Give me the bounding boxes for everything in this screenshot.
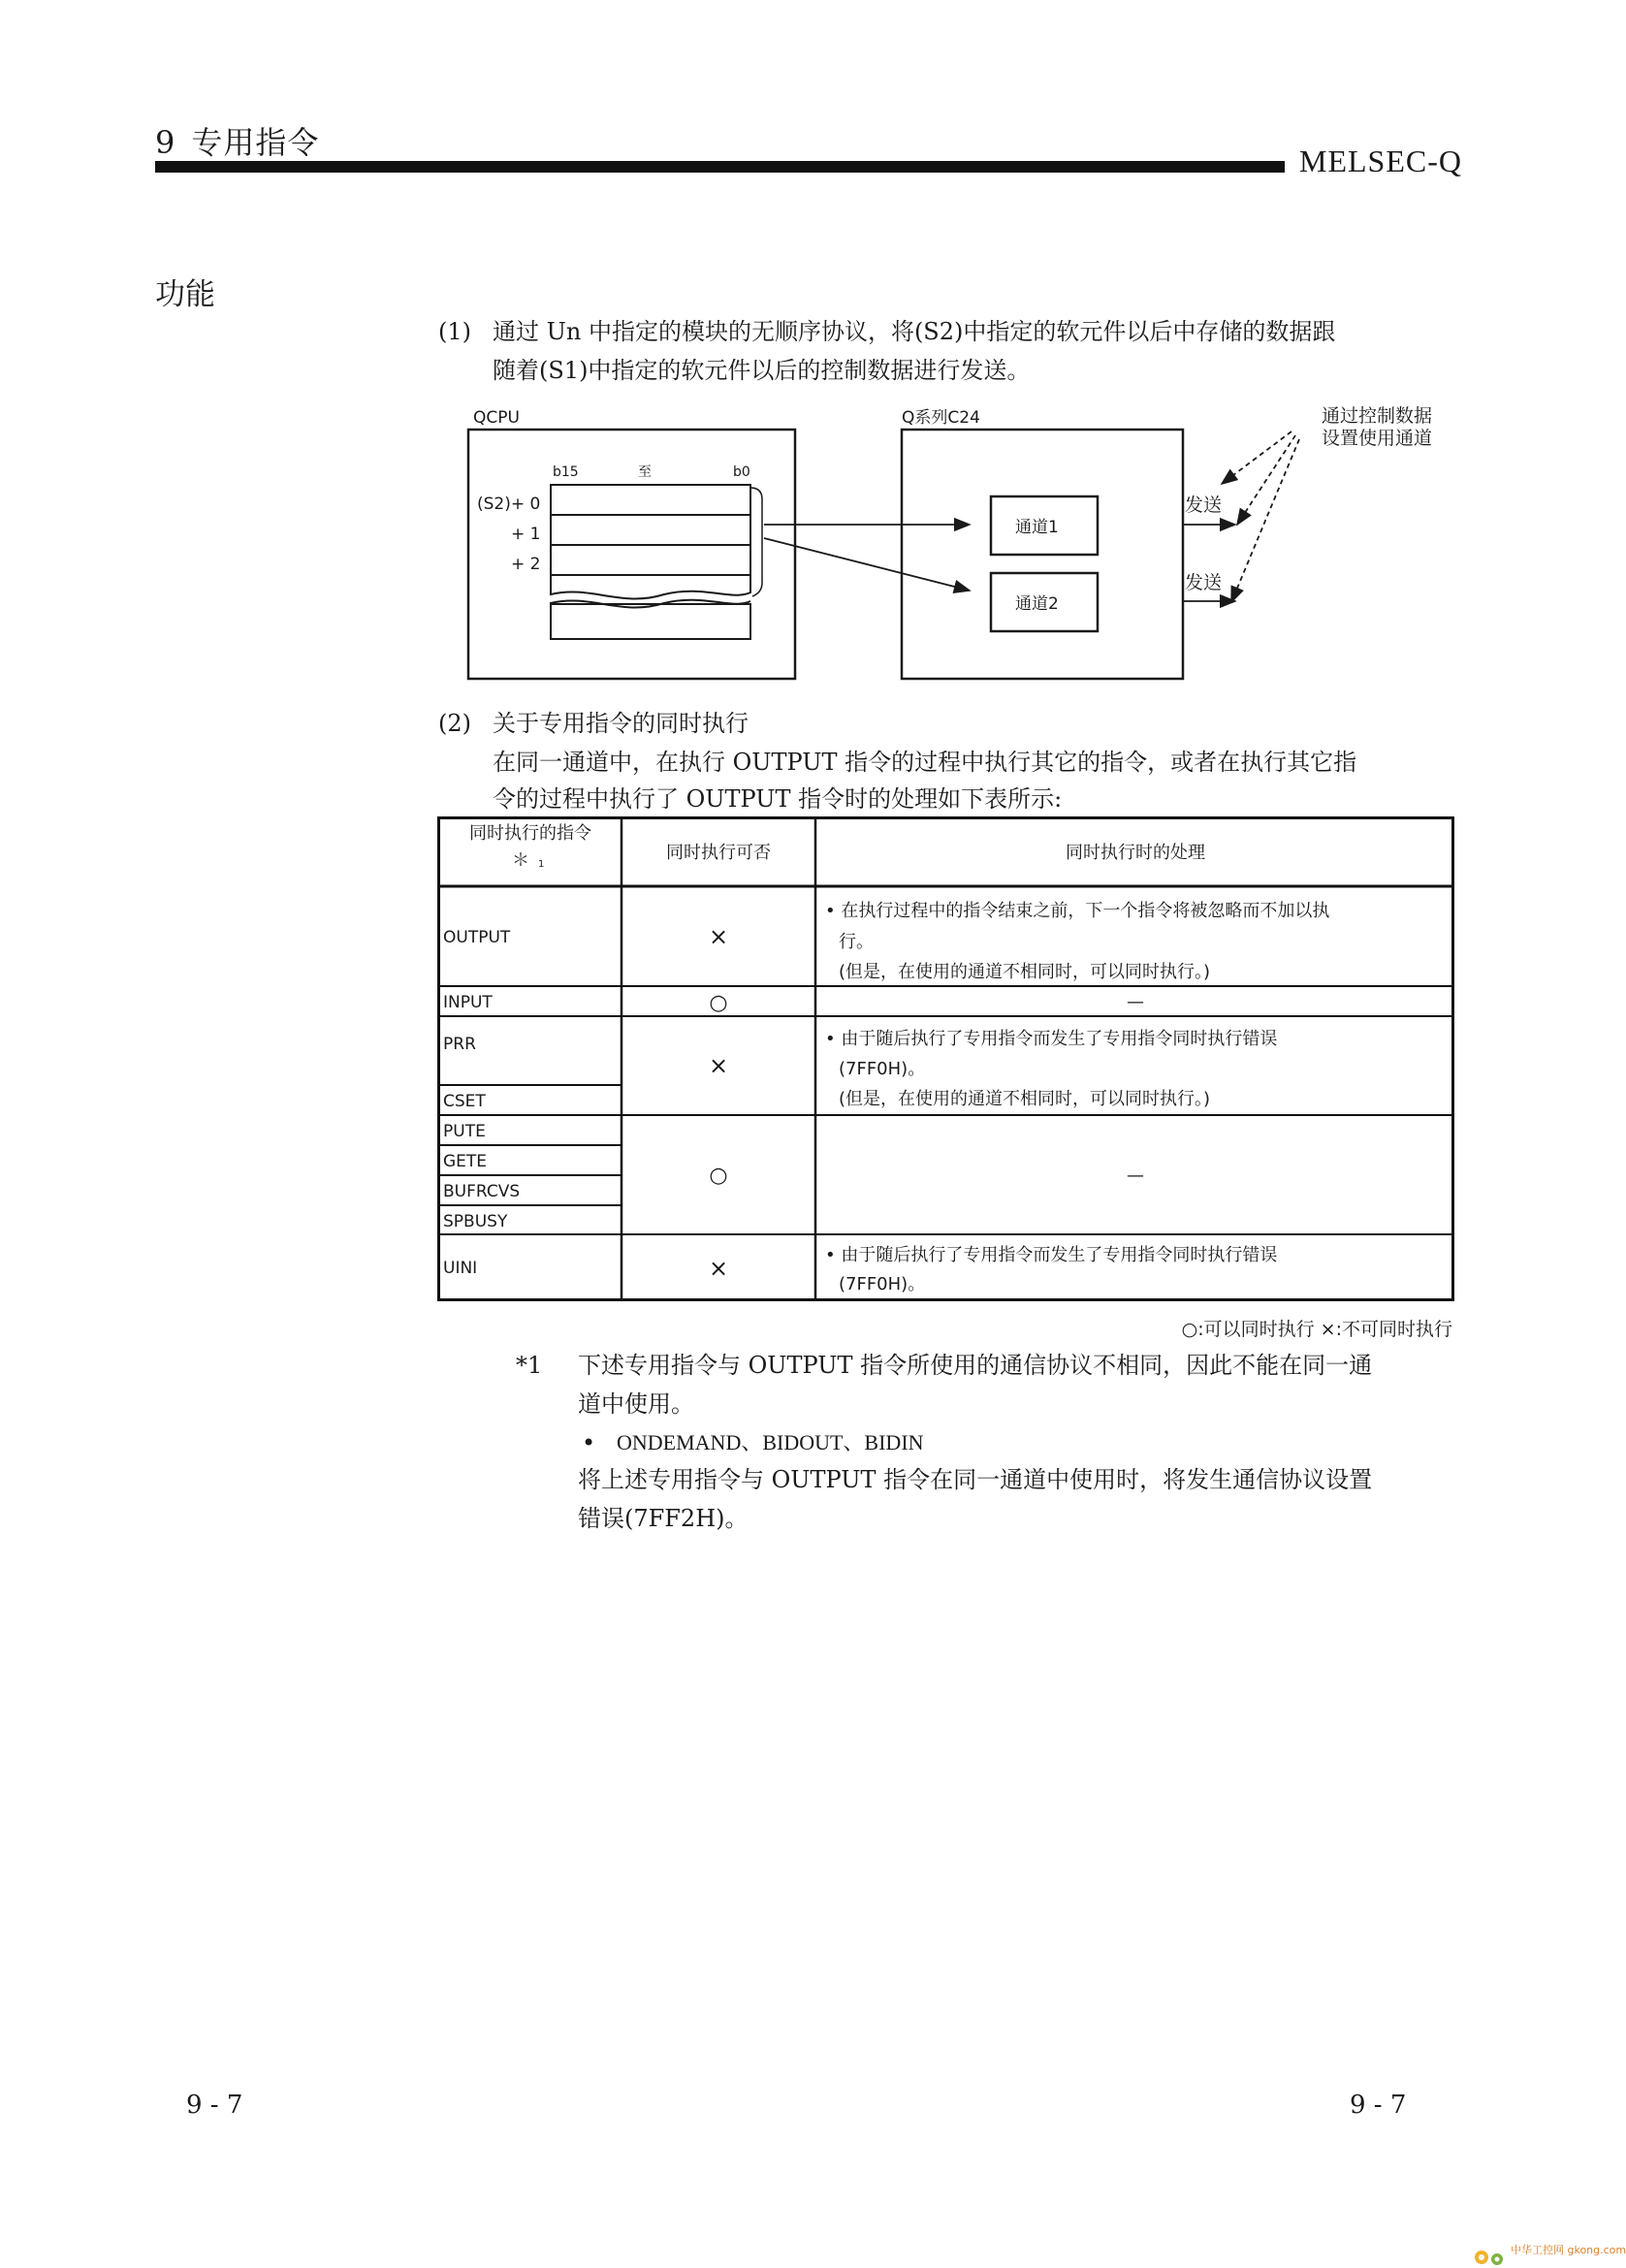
instr-gete: GETE xyxy=(443,1152,488,1171)
break-wave-top xyxy=(551,575,750,599)
channel1-label: 通道1 xyxy=(1015,518,1059,537)
header-processing: 同时执行时的处理 xyxy=(1066,843,1205,863)
paragraph2-line3: 令的过程中执行了 OUTPUT 指令时的处理如下表所示: xyxy=(493,785,1063,813)
chapter-number: 9 xyxy=(155,124,176,161)
bit-b0: b0 xyxy=(733,464,750,480)
bit-b15: b15 xyxy=(553,464,579,480)
bit-to: 至 xyxy=(638,464,652,480)
proc-group: — xyxy=(1127,1166,1144,1186)
c24-label: Q系列C24 xyxy=(902,408,980,428)
paragraph2-line2: 在同一通道中，在执行 OUTPUT 指令的过程中执行其它的指令，或者在执行其它指 xyxy=(493,749,1357,776)
proc-output-1: • 在执行过程中的指令结束之前，下一个指令将被忽略而不加以执 xyxy=(825,901,1330,921)
page-number-right: 9 - 7 xyxy=(1350,2091,1407,2120)
paragraph2-number: (2) xyxy=(438,710,471,737)
mark-output: × xyxy=(708,923,729,950)
proc-input: — xyxy=(1127,992,1144,1012)
paragraph1-line1: 通过 Un 中指定的模块的无顺序协议，将(S2)中指定的软元件以后中存储的数据跟 xyxy=(493,318,1336,345)
footnote-line1: 下述专用指令与 OUTPUT 指令所使用的通信协议不相同，因此不能在同一通 xyxy=(578,1352,1373,1379)
proc-prr-2: (7FF0H)。 xyxy=(839,1059,926,1079)
footnote-mark: *1 xyxy=(516,1352,543,1379)
footnote-line4: 错误(7FF2H)。 xyxy=(578,1505,749,1532)
chapter-heading xyxy=(155,118,319,163)
paragraph1-line2: 随着(S1)中指定的软元件以后的控制数据进行发送。 xyxy=(493,357,1031,384)
product-name: MELSEC-Q xyxy=(1299,144,1462,178)
page-number-left: 9 - 7 xyxy=(186,2091,243,2120)
footnote-bullet-dot: • xyxy=(582,1429,596,1456)
qcpu-label: QCPU xyxy=(473,408,520,428)
dashed-arrow-3 xyxy=(1231,439,1299,602)
instr-pute: PUTE xyxy=(443,1122,486,1141)
section-title: 功能 xyxy=(155,277,215,312)
header-instruction: 同时执行的指令 xyxy=(469,823,591,844)
instr-uini: UINI xyxy=(443,1259,478,1278)
mark-prr-cset: × xyxy=(708,1052,729,1079)
note-line2: 设置使用通道 xyxy=(1322,428,1433,449)
offset-2: + 2 xyxy=(511,555,541,574)
send-label-2: 发送 xyxy=(1185,572,1223,593)
watermark-text: 中华工控网 gkong.com xyxy=(1511,2244,1626,2256)
instr-spbusy: SPBUSY xyxy=(443,1212,508,1231)
instr-bufrcvs: BUFRCVS xyxy=(443,1182,521,1201)
header-rule xyxy=(155,161,1285,173)
mark-group: ○ xyxy=(709,1164,728,1188)
proc-output-2: 行。 xyxy=(839,932,874,952)
footnote-line3: 将上述专用指令与 OUTPUT 指令在同一通道中使用时，将发生通信协议设置 xyxy=(578,1466,1373,1493)
dashed-arrow-2 xyxy=(1237,435,1295,525)
word-2 xyxy=(551,545,750,575)
proc-prr-3: (但是，在使用的通道不相同时，可以同时执行。) xyxy=(839,1089,1211,1109)
data-bracket xyxy=(750,488,762,596)
channel2-label: 通道2 xyxy=(1015,594,1059,614)
mark-input: ○ xyxy=(709,991,728,1015)
mark-uini: × xyxy=(708,1255,729,1282)
concurrent-execution-table xyxy=(437,816,1454,1301)
word-0 xyxy=(551,485,750,515)
chapter-title: 专用指令 xyxy=(191,124,320,161)
send-label-1: 发送 xyxy=(1185,495,1223,516)
instr-output: OUTPUT xyxy=(443,928,511,947)
paragraph2-line1: 关于专用指令的同时执行 xyxy=(493,710,749,737)
proc-output-3: (但是，在使用的通道不相同时，可以同时执行。) xyxy=(839,962,1211,982)
proc-uini-1: • 由于随后执行了专用指令而发生了专用指令同时执行错误 xyxy=(825,1245,1278,1265)
header-footnote-ref: 1 xyxy=(538,859,545,870)
proc-uini-2: (7FF0H)。 xyxy=(839,1274,926,1294)
offset-1: + 1 xyxy=(511,525,541,544)
word-1 xyxy=(551,515,750,545)
data-flow-diagram xyxy=(456,402,1464,693)
note-line1: 通过控制数据 xyxy=(1322,405,1433,427)
header-allowed: 同时执行可否 xyxy=(666,843,771,863)
proc-prr-1: • 由于随后执行了专用指令而发生了专用指令同时执行错误 xyxy=(825,1029,1278,1049)
word-last xyxy=(551,604,750,639)
footnote-line2: 道中使用。 xyxy=(578,1390,694,1418)
instr-cset: CSET xyxy=(443,1092,486,1111)
paragraph1-number: (1) xyxy=(438,318,471,345)
header-asterisk: ＊ xyxy=(512,850,529,871)
instr-input: INPUT xyxy=(443,993,493,1012)
instr-prr: PRR xyxy=(443,1035,476,1054)
table-legend: ○:可以同时执行 ×:不可同时执行 xyxy=(1181,1319,1452,1340)
offset-s2-0: (S2)+ 0 xyxy=(477,495,541,514)
footnote-bullet-list: ONDEMAND、BIDOUT、BIDIN xyxy=(617,1430,924,1454)
